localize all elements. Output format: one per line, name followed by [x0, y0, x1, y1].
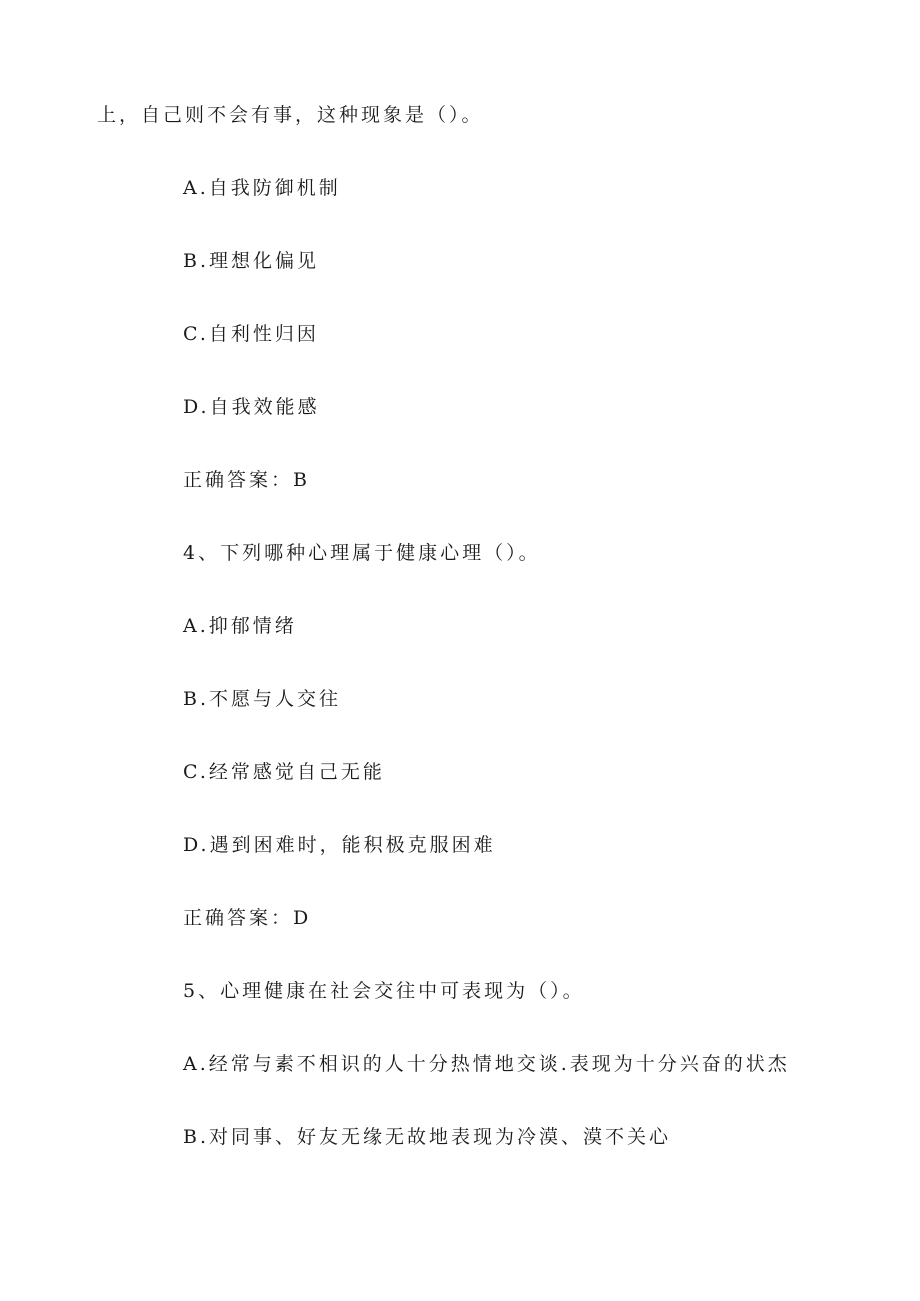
question-4-option-a: A.抑郁情绪	[183, 615, 297, 637]
question-5-option-a: A.经常与素不相识的人十分热情地交谈.表现为十分兴奋的状杰	[183, 1053, 790, 1075]
question-5-option-b: B.对同事、好友无缘无故地表现为冷漠、漠不关心	[183, 1126, 672, 1148]
question-4-answer: 正确答案：D	[183, 907, 312, 929]
question-3-option-c: C.自利性归因	[183, 323, 319, 345]
question-3-option-b: B.理想化偏见	[183, 250, 320, 272]
question-4-option-d: D.遇到困难时，能积极克服困难	[183, 834, 496, 856]
question-3-answer: 正确答案：B	[183, 469, 310, 491]
question-3-option-a: A.自我防御机制	[183, 177, 341, 199]
question-4-option-c: C.经常感觉自己无能	[183, 761, 385, 783]
question-5-stem: 5、心理健康在社会交往中可表现为（）。	[183, 980, 585, 1002]
question-4-option-b: B.不愿与人交往	[183, 688, 342, 710]
question-4-stem: 4、下列哪种心理属于健康心理（）。	[183, 542, 541, 564]
question-3-option-d: D.自我效能感	[183, 396, 320, 418]
question-3-stem-continuation: 上，自己则不会有事，这种现象是（）。	[97, 104, 484, 126]
